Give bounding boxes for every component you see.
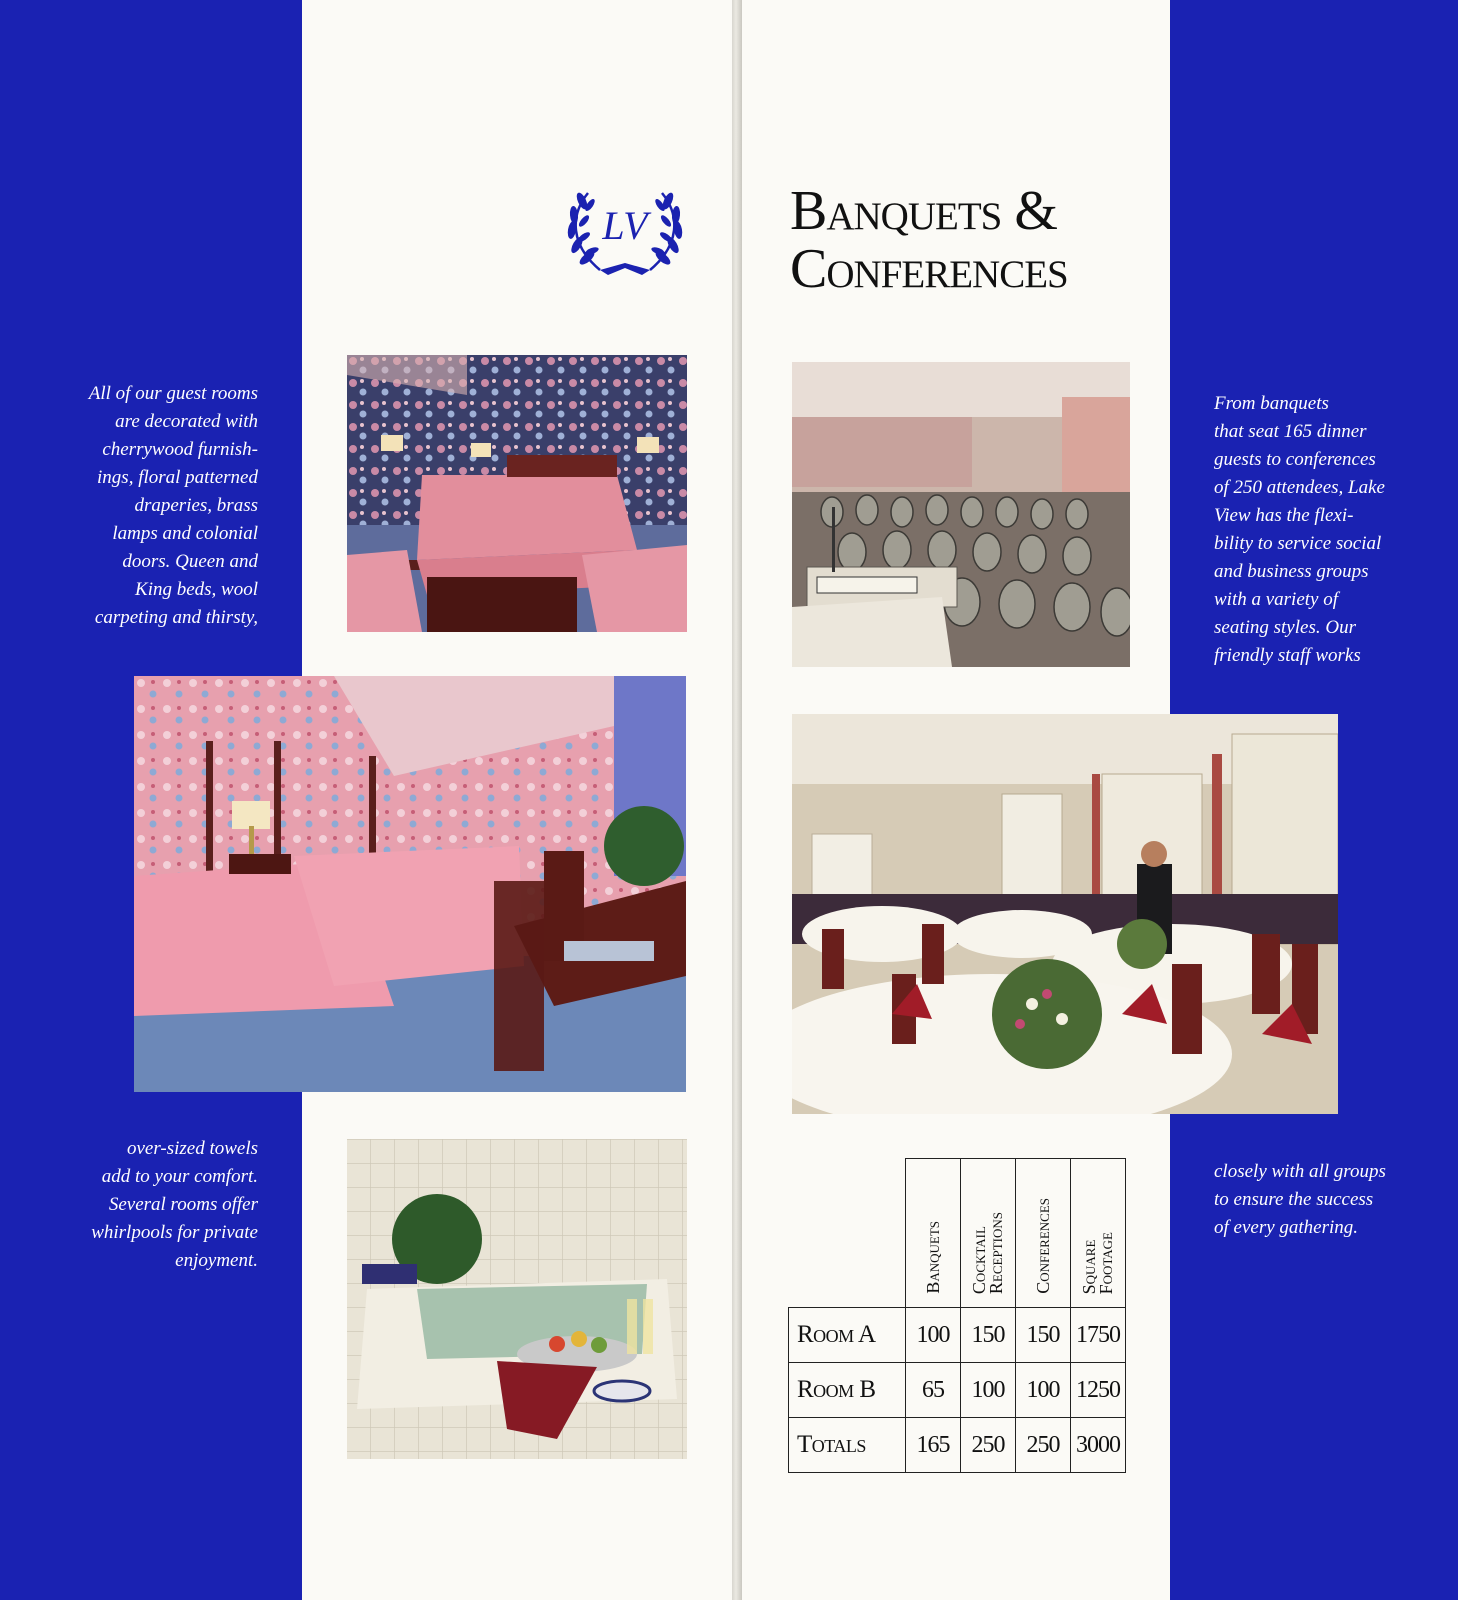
text-line: carpeting and thirsty, [94, 607, 258, 628]
table-cell: 100 [906, 1308, 961, 1363]
text-line: seating styles. Our [1214, 617, 1356, 638]
table-cell: 250 [961, 1418, 1016, 1473]
page-heading [790, 182, 1150, 298]
column-header-label: Cocktail Receptions [969, 1211, 1006, 1294]
column-header-cocktail-receptions [961, 1159, 1016, 1308]
photo-guest-room-2 [134, 676, 686, 1092]
text-line: draperies, brass [134, 495, 258, 516]
photo-conference-room [792, 362, 1130, 667]
text-line: add to your comfort. [101, 1166, 258, 1187]
text-line: over-sized towels [126, 1138, 258, 1159]
text-line: From banquets [1214, 393, 1329, 414]
text-line: to ensure the success [1214, 1189, 1374, 1210]
photo-guest-room-1 [347, 355, 687, 632]
column-header-label: Conferences [1032, 1198, 1053, 1294]
text-line: are decorated with [115, 411, 258, 432]
text-line: bility to service social [1214, 533, 1382, 554]
guest-rooms-text-part-2 [40, 1135, 258, 1275]
photo-banquet-hall [792, 714, 1338, 1114]
table-cell: 100 [961, 1363, 1016, 1418]
logo-monogram: LV [602, 203, 648, 248]
heading-line-2: Conferences [790, 238, 1068, 300]
guest-rooms-text-part-1 [40, 380, 258, 632]
text-line: whirlpools for private [91, 1222, 258, 1243]
row-label: Totals [789, 1418, 906, 1473]
banquets-text-part-1 [1214, 390, 1434, 670]
text-line: with a variety of [1214, 589, 1339, 610]
table-cell: 165 [906, 1418, 961, 1473]
table-cell: 1750 [1071, 1308, 1126, 1363]
text-line: of every gathering. [1214, 1217, 1359, 1238]
text-line: enjoyment. [175, 1250, 258, 1271]
text-line: doors. Queen and [122, 551, 258, 572]
table-cell: 150 [1016, 1308, 1071, 1363]
column-header-label: Square Footage [1079, 1231, 1116, 1294]
row-label: Room A [789, 1308, 906, 1363]
table-cell: 150 [961, 1308, 1016, 1363]
table-cell: 100 [1016, 1363, 1071, 1418]
table-row [789, 1308, 1126, 1363]
text-line: closely with all groups [1214, 1161, 1386, 1182]
column-header-square-footage [1071, 1159, 1126, 1308]
table-cell: 3000 [1071, 1418, 1126, 1473]
text-line: Several rooms offer [108, 1194, 258, 1215]
text-line: cherrywood furnish- [102, 439, 258, 460]
lv-laurel-logo [560, 175, 690, 285]
brochure-fold [732, 0, 742, 1600]
capacity-table [788, 1158, 1126, 1473]
table-cell: 65 [906, 1363, 961, 1418]
text-line: King beds, wool [135, 579, 258, 600]
heading-line-1: Banquets & [790, 180, 1057, 242]
text-line: guests to conferences [1214, 449, 1376, 470]
text-line: All of our guest rooms [88, 383, 258, 404]
text-line: that seat 165 dinner [1214, 421, 1367, 442]
banquets-text-part-2 [1214, 1158, 1434, 1242]
text-line: of 250 attendees, Lake [1214, 477, 1385, 498]
table-header-row [789, 1159, 1126, 1308]
text-line: View has the flexi- [1214, 505, 1354, 526]
table-cell: 250 [1016, 1418, 1071, 1473]
column-header-label: Banquets [922, 1221, 943, 1294]
column-header-conferences [1016, 1159, 1071, 1308]
text-line: lamps and colonial [112, 523, 258, 544]
column-header-banquets [906, 1159, 961, 1308]
row-label: Room B [789, 1363, 906, 1418]
photo-whirlpool [347, 1139, 687, 1459]
table-corner [789, 1159, 906, 1308]
table-row [789, 1418, 1126, 1473]
table-row [789, 1363, 1126, 1418]
text-line: friendly staff works [1214, 645, 1361, 666]
table-cell: 1250 [1071, 1363, 1126, 1418]
text-line: and business groups [1214, 561, 1369, 582]
text-line: ings, floral patterned [97, 467, 258, 488]
